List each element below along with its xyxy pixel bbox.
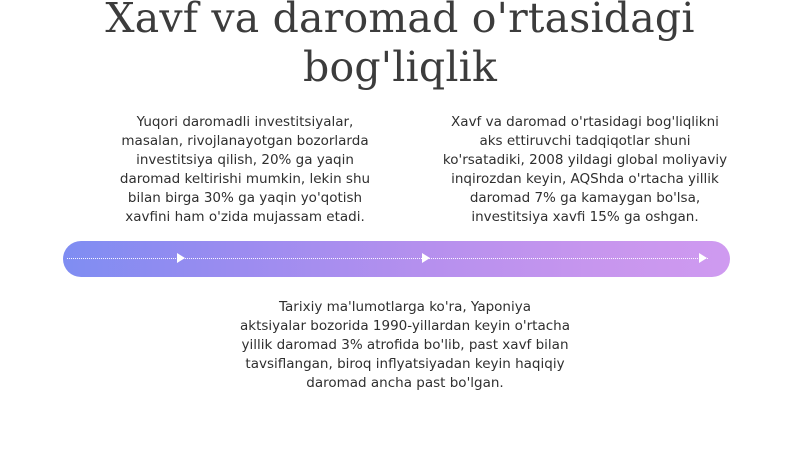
right-paragraph-line: Xavf va daromad o'rtasidagi bog'liqlikni	[451, 114, 719, 130]
left-paragraph-line: daromad keltirishi mumkin, lekin shu	[119, 171, 371, 187]
right-paragraph-line: daromad 7% ga kamaygan bo'lsa,	[469, 190, 701, 206]
right-paragraph-line: inqirozdan keyin, AQShda o'rtacha yillik	[451, 171, 719, 187]
right-paragraph-line: ko'rsatadiki, 2008 yildagi global moliyaviy	[442, 152, 728, 168]
left-paragraph-line: investitsiya qilish, 20% ga yaqin	[136, 152, 354, 168]
bottom-paragraph-line: aktsiyalar bozorida 1990-yillardan keyin o'rtacha	[240, 318, 570, 334]
title-line-2: bog'liqlik	[303, 43, 497, 91]
left-paragraph	[70, 113, 420, 227]
left-paragraph-line: masalan, rivojlanayotgan bozorlarda	[121, 133, 369, 149]
timeline-arrow-icon	[422, 253, 430, 263]
slide-title	[0, 0, 800, 92]
timeline-arrow-icon	[177, 253, 185, 263]
right-paragraph-line: aks ettiruvchi tadqiqotlar shuni	[479, 133, 691, 149]
bottom-paragraph-line: yillik daromad 3% atrofida bo'lib, past xavf bilan	[241, 337, 569, 353]
title-line-1: Xavf va daromad o'rtasidagi	[105, 0, 695, 42]
bottom-paragraph-line: tavsiflangan, biroq inflyatsiyadan keyin haqiqiy	[245, 356, 565, 372]
right-paragraph	[395, 113, 775, 227]
bottom-paragraph	[205, 298, 605, 393]
bottom-paragraph-line: daromad ancha past bo'lgan.	[306, 375, 504, 391]
timeline-arrow-icon	[699, 253, 707, 263]
timeline-dotted-track	[67, 258, 708, 259]
bottom-paragraph-line: Tarixiy ma'lumotlarga ko'ra, Yaponiya	[279, 299, 531, 315]
left-paragraph-line: Yuqori daromadli investitsiyalar,	[136, 114, 354, 130]
right-paragraph-line: investitsiya xavfi 15% ga oshgan.	[471, 209, 699, 225]
left-paragraph-line: xavfini ham o'zida mujassam etadi.	[125, 209, 365, 225]
timeline-bar	[63, 241, 730, 277]
left-paragraph-line: bilan birga 30% ga yaqin yo'qotish	[127, 190, 363, 206]
